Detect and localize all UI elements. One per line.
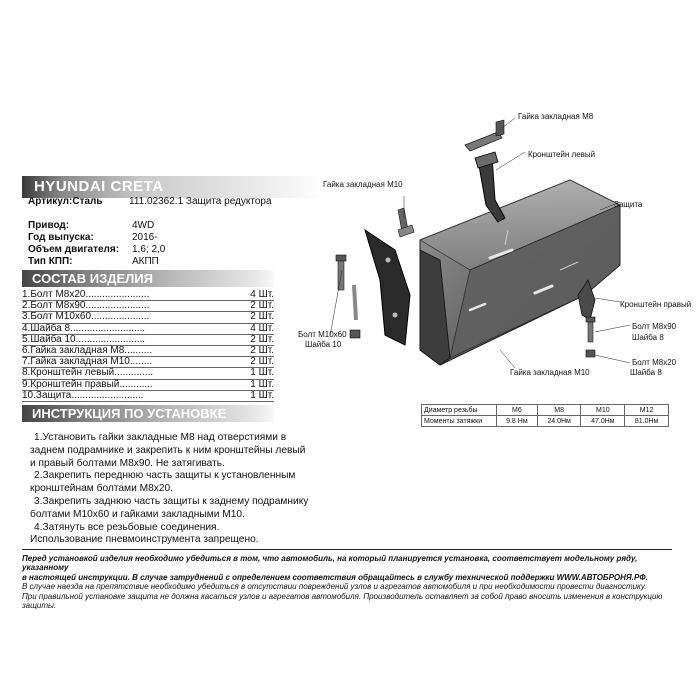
- list-item: [22, 391, 274, 402]
- part-name: 10.Защита..........................: [22, 389, 144, 401]
- part-qty: 1 Шт.: [250, 389, 274, 401]
- vehicle-info: [28, 196, 328, 266]
- year-value: 2016-: [132, 232, 158, 243]
- bolt-m8x90: [586, 317, 595, 357]
- table-cell: М8: [537, 405, 581, 416]
- part-qty: 1 Шт.: [250, 378, 274, 390]
- composition-heading: СОСТАВ ИЗДЕЛИЯ: [32, 271, 153, 286]
- callout-washer-10: Шайба 10: [305, 340, 342, 349]
- divider: [22, 549, 672, 550]
- disclaimer-line: При правильной установке защита не должна касаться узлов и агрегатов автомобиля. Производитель оставляет за собой право вносить изменения в конструкцию защиты.: [22, 591, 663, 611]
- instruction-heading: ИНСТРУКЦИЯ ПО УСТАНОВКЕ: [32, 406, 227, 421]
- instruction-line: 1.Установить гайки закладные М8 над отверстиями в: [34, 432, 287, 443]
- part-name: 7.Гайка закладная М10........: [22, 356, 153, 368]
- drive-key: Привод:: [28, 220, 70, 231]
- table-cell: Диаметр резьбы: [422, 405, 497, 416]
- disclaimer-line: Перед установкой изделия необходимо убедиться в том, что автомобиль, на который планируется установка, соответствует модельному ряду, указанному: [22, 554, 638, 573]
- table-cell: 47.0Нм: [581, 416, 625, 427]
- callout-nut-m10-top: Гайка закладная М10: [323, 180, 403, 189]
- parts-list: [22, 290, 274, 402]
- table-row: [422, 405, 669, 416]
- instruction-line: и правый болтами М8х90. Не затягивать.: [30, 457, 225, 469]
- part-qty: 1 Шт.: [250, 367, 274, 379]
- part-qty: 4 Шт.: [250, 322, 274, 334]
- gearbox-value: АКПП: [132, 256, 159, 267]
- nut-m8-top: [465, 120, 504, 151]
- part-qty: 2 Шт.: [250, 356, 274, 368]
- article-value: 111.02362.1 Защита редуктора: [129, 196, 272, 207]
- callout-bolt-m10x60: Болт М10х60: [298, 330, 347, 339]
- part-name: 4.Шайба 8...........................: [22, 322, 146, 334]
- part-qty: 2 Шт.: [250, 344, 274, 356]
- table-cell: Моменты затяжки: [422, 416, 497, 427]
- callout-nut-m8: Гайка закладная М8: [518, 112, 594, 121]
- engine-key: Объем двигателя:: [28, 244, 120, 255]
- bracket-left: [475, 152, 505, 222]
- part-qty: 4 Шт.: [250, 289, 274, 300]
- instruction-line: заднем подрамнике и закрепить к ним кронштейны левый: [30, 444, 306, 456]
- callout-washer-8a: Шайба 8: [632, 333, 664, 342]
- part-name: 9.Кронштейн правый............: [22, 378, 153, 390]
- table-cell: 81.0Нм: [625, 416, 669, 427]
- instruction-line: Использование пневмоинструмента запрещено.: [30, 534, 259, 546]
- part-name: 6.Гайка закладная М8..........: [22, 344, 153, 356]
- instruction-line: 3.Закрепить заднюю часть защиты к заднему подрамнику: [34, 495, 309, 507]
- callout-nut-m10-bottom: Гайка закладная М10: [510, 368, 590, 377]
- engine-value: 1,6; 2,0: [132, 244, 166, 255]
- assembly-drawing: [320, 110, 690, 400]
- part-name: 8.Кронштейн левый..............: [22, 367, 154, 379]
- nut-m10-top: [398, 208, 414, 237]
- gearbox-key: Тип КПП:: [28, 256, 73, 267]
- disclaimer-line: в настоящей инструкции. В случае затруднений с определением соответствия обращайтесь в службу технической поддержки WWW.АВТОБРОНЯ.РФ.: [22, 572, 648, 582]
- table-row: [422, 416, 669, 427]
- callout-bracket-left: Кронштейн левый: [528, 150, 596, 159]
- disclaimer-line: В случае наезда на препятствие необходимо убедиться в отсутствии повреждений узлов и агрегатов автомобиля и при необходимости провести диагностику.: [22, 582, 647, 592]
- bolt-m10x60: [336, 255, 360, 338]
- table-cell: М10: [581, 405, 625, 416]
- part-qty: 2 Шт.: [250, 333, 274, 345]
- list-item: [22, 380, 274, 391]
- callout-bracket-right: Кронштейн правый: [620, 300, 692, 309]
- list-item: [22, 368, 274, 379]
- part-name: 5.Шайба 10.........................: [22, 333, 146, 345]
- callout-bolt-m8x90: Болт М8х90: [632, 322, 677, 331]
- table-cell: 24.0Нм: [537, 416, 581, 427]
- callout-bolt-m8x20: Болт М8х20: [632, 358, 677, 367]
- year-key: Год выпуска:: [28, 232, 94, 243]
- page-title: HYUNDAI CRETA: [34, 178, 164, 195]
- callout-guard: Защита: [614, 200, 643, 209]
- instruction-line: 2.Закрепить переднюю часть защиты к установленным: [34, 470, 296, 482]
- instruction-band: [22, 405, 274, 422]
- part-name: 3.Болт М10х60.....................: [22, 311, 150, 323]
- table-cell: М12: [625, 405, 669, 416]
- part-name: 2.Болт М8х90.......................: [22, 300, 150, 312]
- article-key: Артикул:Сталь: [28, 196, 103, 207]
- part-name: 1.Болт М8х20.......................: [22, 289, 150, 300]
- instruction-line: болтами М10х60 и гайками закладными М10.: [30, 508, 245, 520]
- title-band: [22, 176, 322, 198]
- list-item: [22, 312, 274, 323]
- instruction-text: [30, 432, 370, 547]
- composition-band: [22, 270, 274, 287]
- callout-washer-8b: Шайба 8: [630, 368, 662, 377]
- part-qty: 2 Шт.: [250, 311, 274, 323]
- drive-value: 4WD: [132, 220, 155, 231]
- table-cell: М6: [497, 405, 538, 416]
- table-cell: 9.8 Нм: [497, 416, 538, 427]
- part-qty: 2 Шт.: [250, 300, 274, 312]
- instruction-line: 4.Затянуть все резьбовые соединения.: [34, 521, 220, 533]
- torque-table: [421, 404, 669, 427]
- left-rear-plate: [365, 230, 410, 345]
- disclaimer: [22, 549, 672, 610]
- instruction-line: кронштейнам болтами М8х20.: [30, 483, 173, 495]
